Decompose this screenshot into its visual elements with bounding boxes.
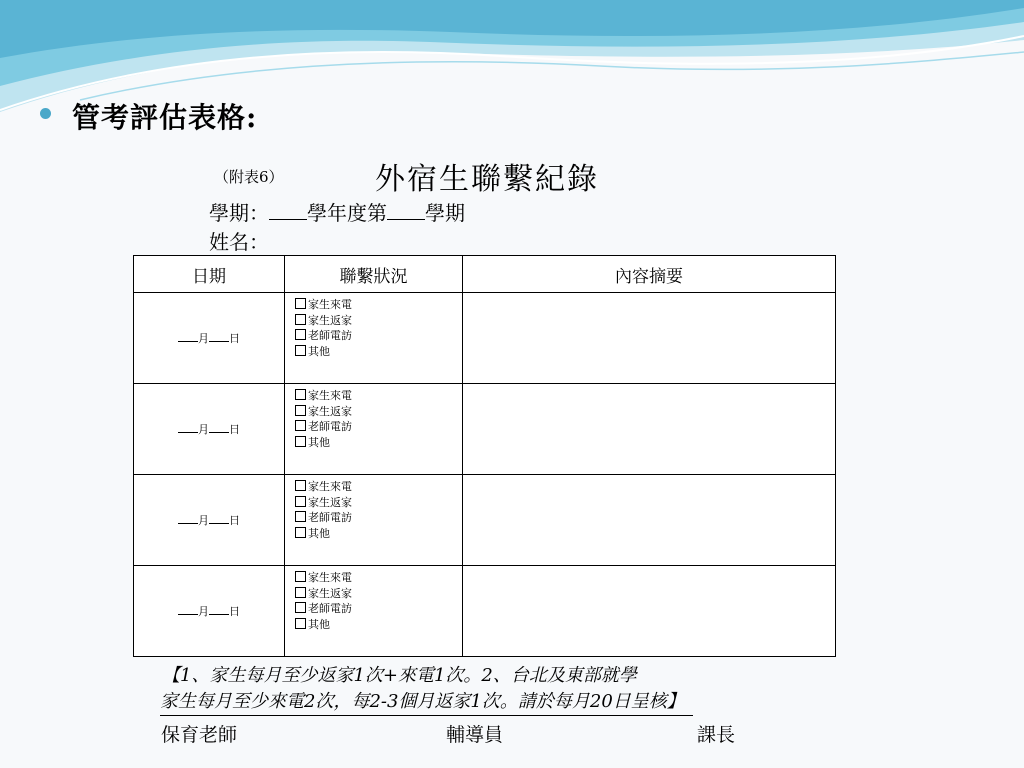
option-label: 其他 [308, 435, 330, 449]
day-blank [209, 604, 229, 615]
table-row [134, 475, 836, 566]
checkbox-icon[interactable] [295, 480, 306, 491]
day-label: 日 [229, 514, 240, 527]
month-blank [178, 331, 198, 342]
checkbox-icon[interactable] [295, 511, 306, 522]
name-label: 姓名： [209, 230, 269, 254]
name-line [209, 226, 269, 255]
status-cell [285, 475, 463, 566]
date-cell [134, 293, 285, 384]
day-blank [209, 331, 229, 342]
option-label: 家生來電 [308, 298, 352, 311]
day-blank [209, 422, 229, 433]
option-item[interactable] [295, 510, 462, 526]
status-cell [285, 293, 463, 384]
instruction-note [160, 663, 693, 716]
checkbox-icon[interactable] [295, 496, 306, 507]
checkbox-icon[interactable] [295, 436, 306, 447]
contact-record-table [133, 255, 836, 657]
checkbox-icon[interactable] [295, 329, 306, 340]
month-blank [178, 513, 198, 524]
header-date: 日期 [134, 256, 285, 293]
month-label: 月 [198, 332, 209, 345]
checkbox-icon[interactable] [295, 602, 306, 613]
checkbox-icon[interactable] [295, 405, 306, 416]
option-label: 家生返家 [308, 586, 352, 600]
option-item[interactable] [295, 435, 462, 451]
signature-section-chief: 課長 [697, 724, 736, 746]
option-label: 家生來電 [308, 571, 352, 584]
option-label: 老師電訪 [308, 602, 352, 615]
day-label: 日 [229, 605, 240, 618]
summary-cell[interactable] [463, 475, 836, 566]
form-title: 外宿生聯繫紀錄 [375, 162, 599, 197]
term-suffix: 學期 [425, 201, 465, 225]
option-item[interactable] [295, 328, 462, 344]
term-year-suffix: 學年度第 [307, 201, 387, 225]
day-blank [209, 513, 229, 524]
table-row [134, 293, 836, 384]
option-label: 其他 [308, 617, 330, 631]
note-line-2: 家生每月至少來電2次，每2-3個月返家1次。請於每月20日呈核】 [160, 689, 693, 716]
term-label: 學期： [209, 201, 269, 225]
option-item[interactable] [295, 526, 462, 542]
month-label: 月 [198, 423, 209, 436]
option-item[interactable] [295, 313, 462, 329]
option-label: 家生返家 [308, 404, 352, 418]
option-item[interactable] [295, 495, 462, 511]
option-item[interactable] [295, 479, 462, 495]
option-label: 家生返家 [308, 495, 352, 509]
year-blank [269, 201, 307, 220]
option-label: 其他 [308, 344, 330, 358]
term-blank [387, 201, 425, 220]
month-label: 月 [198, 514, 209, 527]
option-item[interactable] [295, 617, 462, 633]
option-label: 家生來電 [308, 480, 352, 493]
checkbox-icon[interactable] [295, 298, 306, 309]
option-item[interactable] [295, 601, 462, 617]
signature-counselor: 輔導員 [446, 724, 504, 746]
table-row [134, 384, 836, 475]
option-item[interactable] [295, 297, 462, 313]
table-row [134, 566, 836, 657]
day-label: 日 [229, 423, 240, 436]
option-item[interactable] [295, 404, 462, 420]
summary-cell[interactable] [463, 384, 836, 475]
option-item[interactable] [295, 388, 462, 404]
signature-caregiver: 保育老師 [161, 724, 238, 746]
header-status: 聯繫狀況 [285, 256, 463, 293]
month-blank [178, 422, 198, 433]
date-cell [134, 384, 285, 475]
summary-cell[interactable] [463, 293, 836, 384]
option-label: 老師電訪 [308, 420, 352, 433]
bullet-icon [40, 108, 51, 119]
option-item[interactable] [295, 570, 462, 586]
option-label: 老師電訪 [308, 329, 352, 342]
checkbox-icon[interactable] [295, 314, 306, 325]
header-summary: 內容摘要 [463, 256, 836, 293]
table-header-row [134, 256, 836, 293]
month-blank [178, 604, 198, 615]
checkbox-icon[interactable] [295, 618, 306, 629]
checkbox-icon[interactable] [295, 420, 306, 431]
status-cell [285, 384, 463, 475]
status-cell [285, 566, 463, 657]
option-label: 老師電訪 [308, 511, 352, 524]
option-item[interactable] [295, 344, 462, 360]
term-line [209, 197, 465, 226]
checkbox-icon[interactable] [295, 345, 306, 356]
option-label: 家生來電 [308, 389, 352, 402]
date-cell [134, 566, 285, 657]
month-label: 月 [198, 605, 209, 618]
summary-cell[interactable] [463, 566, 836, 657]
date-cell [134, 475, 285, 566]
checkbox-icon[interactable] [295, 587, 306, 598]
day-label: 日 [229, 332, 240, 345]
option-label: 其他 [308, 526, 330, 540]
annex-label: （附表6） [214, 168, 284, 186]
checkbox-icon[interactable] [295, 527, 306, 538]
checkbox-icon[interactable] [295, 389, 306, 400]
note-line-1: 【1、家生每月至少返家1次+來電1次。2、台北及東部就學 [162, 665, 637, 686]
option-label: 家生返家 [308, 313, 352, 327]
option-item[interactable] [295, 419, 462, 435]
slide-heading: 管考評估表格: [72, 101, 258, 134]
checkbox-icon[interactable] [295, 571, 306, 582]
option-item[interactable] [295, 586, 462, 602]
